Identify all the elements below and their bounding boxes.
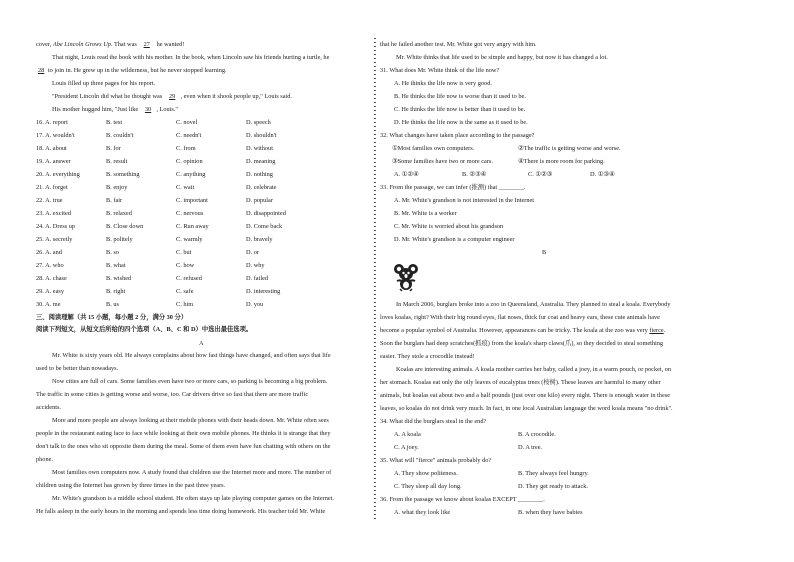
q35-option-c[interactable]: C. They sleep all day long. xyxy=(394,483,462,490)
cloze-choice-25-a[interactable]: 25. A. secretly xyxy=(36,236,73,243)
cloze-choice-26-b[interactable]: B. so xyxy=(106,249,119,256)
cloze-choice-22-b[interactable]: B. fair xyxy=(106,197,123,204)
cloze-choice-19-d[interactable]: D. meaning xyxy=(246,158,276,165)
cloze-choice-17-b[interactable]: B. couldn't xyxy=(106,132,134,139)
q33-option-b[interactable]: B. Mr. White is a worker xyxy=(394,210,457,217)
cloze-choice-19-a[interactable]: 19. A. answer xyxy=(36,158,71,165)
book-title: Abe Lincoln Grows Up xyxy=(52,41,111,48)
cloze-choice-18-d[interactable]: D. without xyxy=(246,145,273,152)
cloze-choice-30-d[interactable]: D. you xyxy=(246,301,264,308)
blank-28[interactable]: 28 xyxy=(38,67,45,74)
passage-a-cont-2: Mr. White thinks that life used to be simple and happy, but now it has changed a lot. xyxy=(396,54,608,61)
cloze-choice-16-b[interactable]: B. test xyxy=(106,119,123,126)
blank-27[interactable]: 27 xyxy=(143,41,150,48)
cloze-choice-23-d[interactable]: D. disappointed xyxy=(246,210,286,217)
cloze-choice-22-c[interactable]: C. important xyxy=(176,197,208,204)
koala-icon xyxy=(393,262,419,292)
cloze-choice-16-a[interactable]: 16. A. report xyxy=(36,119,68,126)
q31-option-b[interactable]: B. He thinks the life now is worse than it used to be. xyxy=(394,93,526,100)
q36-option-b[interactable]: B. when they have babies xyxy=(518,509,583,516)
q32-option-c[interactable]: C. ①②③ xyxy=(528,171,553,178)
q31-option-a[interactable]: A. He thinks the life now is very good. xyxy=(394,80,492,87)
q32-option-d[interactable]: D. ①③④ xyxy=(590,171,615,178)
passage-b-line: loves koalas, right? With their big round eyes, flat noses, thick fur coat and heavy ears, these cute animals have xyxy=(380,314,660,321)
q32-item-1: ①Most families own computers. xyxy=(392,145,475,152)
passage-a-line: people in the restaurant eating face to face while looking at their own mobile phones. He thinks it is strange that they xyxy=(36,430,331,437)
cloze-choice-26-a[interactable]: 26. A. and xyxy=(36,249,62,256)
cloze-choice-28-a[interactable]: 28. A. chase xyxy=(36,275,67,282)
right-column xyxy=(378,0,794,562)
cloze-choice-18-c[interactable]: C. from xyxy=(176,145,196,152)
passage-a-line: He falls asleep in the early hours in the morning and spends less time doing homework. His teacher told Mr. White xyxy=(36,508,326,515)
cloze-choice-22-a[interactable]: 22. A. true xyxy=(36,197,63,204)
cloze-choice-22-d[interactable]: D. popular xyxy=(246,197,273,204)
cloze-choice-25-c[interactable]: C. warmly xyxy=(176,236,203,243)
cloze-choice-18-a[interactable]: 18. A. about xyxy=(36,145,67,152)
cloze-choice-30-a[interactable]: 30. A. me xyxy=(36,301,61,308)
q36-option-a[interactable]: A. what they look like xyxy=(394,509,451,516)
cloze-line-2: That night, Louis read the book with his mother. In the book, when Lincoln saw his friends hurting a turtle, he xyxy=(52,54,330,61)
q31-option-c[interactable]: C. He thinks the life now is better than it used to be. xyxy=(394,106,526,113)
cloze-choice-21-a[interactable]: 21. A. forget xyxy=(36,184,68,191)
cloze-line-1: cover, Abe Lincoln Grows Up. That was 27 he wanted! xyxy=(36,41,185,48)
left-column xyxy=(0,0,372,562)
cloze-choice-23-a[interactable]: 23. A. excited xyxy=(36,210,71,217)
cloze-choice-27-d[interactable]: D. why xyxy=(246,262,265,269)
cloze-choice-24-c[interactable]: C. Run away xyxy=(176,223,209,230)
cloze-choice-21-d[interactable]: D. celebrate xyxy=(246,184,277,191)
passage-a-line: More and more people are always looking at their mobile phones with their heads down. Mr. White often sees xyxy=(52,417,329,424)
passage-a-line: used to be better than nowadays. xyxy=(36,365,119,372)
q35-option-b[interactable]: B. They always feel hungry. xyxy=(518,470,589,477)
question-35: 35. What will "fierce" animals probably do? xyxy=(380,457,492,464)
q33-option-a[interactable]: A. Mr. White's grandson is not interested in the Internet xyxy=(394,197,535,204)
passage-b-line: become a popular symbol of Australia. However, appearances can be tricky. The koala at the zoo was very fierce. xyxy=(380,327,666,334)
passage-a-cont-1: that he failed another test. Mr. White got very angry with him. xyxy=(380,41,537,48)
q32-option-b[interactable]: B. ②③④ xyxy=(462,171,487,178)
passage-a-line: Mr. White is sixty years old. He always complains about how fast things have changed, and often says that life xyxy=(52,352,331,359)
cloze-choice-24-a[interactable]: 24. A. Dress up xyxy=(36,223,76,230)
cloze-choice-20-c[interactable]: C. anything xyxy=(176,171,206,178)
q35-option-d[interactable]: D. They get ready to attack. xyxy=(518,483,588,490)
cloze-choice-26-d[interactable]: D. or xyxy=(246,249,259,256)
passage-a-line: Most families own computers now. A study found that children use the Internet more and more. The number of xyxy=(52,469,332,476)
passage-b-line: easier. They stole a crocodile instead! xyxy=(380,353,475,360)
cloze-choice-18-b[interactable]: B. for xyxy=(106,145,121,152)
q32-item-3: ③Some families have two or more cars. xyxy=(392,158,493,165)
cloze-choice-27-b[interactable]: B. what xyxy=(106,262,126,269)
q31-option-d[interactable]: D. He thinks the life now is the same as it used to be. xyxy=(394,119,528,126)
q32-option-a[interactable]: A. ①②④ xyxy=(394,171,419,178)
cloze-choice-29-b[interactable]: B. right xyxy=(106,288,126,295)
section-instructions: 阅读下列短文，从短文后所给的四个选项（A、B、C 和 D）中选出最佳选项。 xyxy=(36,326,253,333)
cloze-choice-27-c[interactable]: C. how xyxy=(176,262,195,269)
passage-a-line: children using the Internet has grown by three times in the past three years. xyxy=(36,482,226,489)
cloze-line-5: "President Lincoln did what he thought was 29 , even when it shook people up," Louis said. xyxy=(52,93,293,100)
cloze-choice-28-c[interactable]: C. refused xyxy=(176,275,202,282)
blank-30[interactable]: 30 xyxy=(144,106,152,113)
fierce-word: fierce xyxy=(649,327,664,334)
section-title: 三、阅读理解（共 15 小题，每小题 2 分，满分 30 分） xyxy=(36,314,188,321)
cloze-choice-21-b[interactable]: B. enjoy xyxy=(106,184,128,191)
q34-option-c[interactable]: C. A joey. xyxy=(394,444,419,451)
cloze-choice-28-b[interactable]: B. wished xyxy=(106,275,132,282)
cloze-choice-29-d[interactable]: D. interesting xyxy=(246,288,281,295)
cloze-choice-29-a[interactable]: 29. A. easy xyxy=(36,288,64,295)
q32-item-4: ④There is more room for parking. xyxy=(518,158,605,165)
q32-item-2: ②The traffic is getting worse and worse. xyxy=(518,145,621,152)
passage-a-line: Now cities are full of cars. Some families even have two or more cars, so parking is becoming a big problem. xyxy=(52,378,328,385)
question-36: 36. From the passage we know about koalas EXCEPT ________. xyxy=(380,496,545,503)
passage-b-label: B xyxy=(542,249,547,256)
cloze-choice-19-b[interactable]: B. result xyxy=(106,158,128,165)
cloze-choice-25-d[interactable]: D. bravely xyxy=(246,236,273,243)
passage-a-line: The traffic in some cities is getting worse and worse, too. Car drivers drive so fast that there are more traffic xyxy=(36,391,309,398)
question-34: 34. What did the burglars steal in the end? xyxy=(380,418,487,425)
question-32: 32. What changes have taken place according to the passage? xyxy=(380,132,535,139)
cloze-choice-17-c[interactable]: C. needn't xyxy=(176,132,202,139)
q33-option-c[interactable]: C. Mr. White is worried about his grandson xyxy=(394,223,504,230)
cloze-choice-25-b[interactable]: B. politely xyxy=(106,236,133,243)
cloze-choice-16-d[interactable]: D. speech xyxy=(246,119,271,126)
cloze-choice-16-c[interactable]: C. novel xyxy=(176,119,198,126)
passage-a-line: accidents. xyxy=(36,404,61,411)
passage-b-line: In March 2006, burglars broke into a zoo in Queensland, Australia. They planned to steal a koala. Everybody xyxy=(396,301,671,308)
cloze-choice-20-a[interactable]: 20. A. everything xyxy=(36,171,80,178)
q33-option-d[interactable]: D. Mr. White's grandson is a computer engineer xyxy=(394,236,515,243)
passage-a-line: Mr. White's grandson is a middle school student. He often stays up late playing computer games on the Internet. xyxy=(52,495,335,502)
cloze-choice-24-d[interactable]: D. Come back xyxy=(246,223,283,230)
passage-b-line: Koalas are interesting animals. A koala mother carries her baby, called a joey, in a warm pouch, or pocket, on xyxy=(396,366,672,373)
q34-option-b[interactable]: B. A crocodile. xyxy=(518,431,556,438)
cloze-choice-30-c[interactable]: C. him xyxy=(176,301,194,308)
cloze-choice-27-a[interactable]: 27. A. who xyxy=(36,262,64,269)
passage-a-line: don't talk to the ones who sit opposite them during the meal. Some of them even have fun chatting with others on the xyxy=(36,443,331,450)
q34-option-d[interactable]: D. A tree. xyxy=(518,444,543,451)
cloze-choice-23-c[interactable]: C. nervous xyxy=(176,210,204,217)
q35-option-a[interactable]: A. They show politeness. xyxy=(394,470,458,477)
cloze-choice-20-b[interactable]: B. something xyxy=(106,171,140,178)
passage-a-label: A xyxy=(199,340,204,347)
passage-b-line: leaves, so koalas do not drink very much. In fact, in one local Australian language the word koala means "no drink". xyxy=(380,405,673,412)
cloze-choice-26-c[interactable]: C. but xyxy=(176,249,192,256)
cloze-line-6: His mother hugged him, "Just like 30 , Louis." xyxy=(52,106,178,113)
cloze-choice-19-c[interactable]: C. opinion xyxy=(176,158,203,165)
question-31: 31. What does Mr. White think of the life now? xyxy=(380,67,500,74)
passage-a-line: phone. xyxy=(36,456,53,463)
passage-b-line: animals, but koalas eat about two and a half pounds (just over one kilo) every night. There is enough water in these xyxy=(380,392,670,399)
cloze-choice-23-b[interactable]: B. relaxed xyxy=(106,210,132,217)
passage-b-line: her stomach. Koalas eat only the oily leaves of eucalyptus trees (桉树). These leaves are harmful to many other xyxy=(380,379,661,386)
cloze-choice-17-d[interactable]: D. shouldn't xyxy=(246,132,277,139)
cloze-choice-24-b[interactable]: B. Close down xyxy=(106,223,144,230)
cloze-line-3: 28 to join in. He grew up in the wilderness, but he never stopped learning. xyxy=(38,67,227,74)
cloze-choice-21-c[interactable]: C. wait xyxy=(176,184,195,191)
blank-29[interactable]: 29 xyxy=(169,93,176,100)
cloze-choice-17-a[interactable]: 17. A. wouldn't xyxy=(36,132,75,139)
cloze-choice-29-c[interactable]: C. safe xyxy=(176,288,194,295)
passage-b-line: Soon the burglars had deep scratches(抓痕) from the koala's sharp claws(爪), so they decided to steal something xyxy=(380,340,664,347)
q34-option-a[interactable]: A. A koala xyxy=(394,431,421,438)
cloze-line-4: Louis filled up three pages for his report. xyxy=(52,80,156,87)
question-33: 33. From the passage, we can infer (推测) that ________. xyxy=(380,184,526,191)
cloze-choice-20-d[interactable]: D. nothing xyxy=(246,171,273,178)
cloze-choice-30-b[interactable]: B. us xyxy=(106,301,119,308)
cloze-choice-28-d[interactable]: D. failed xyxy=(246,275,269,282)
